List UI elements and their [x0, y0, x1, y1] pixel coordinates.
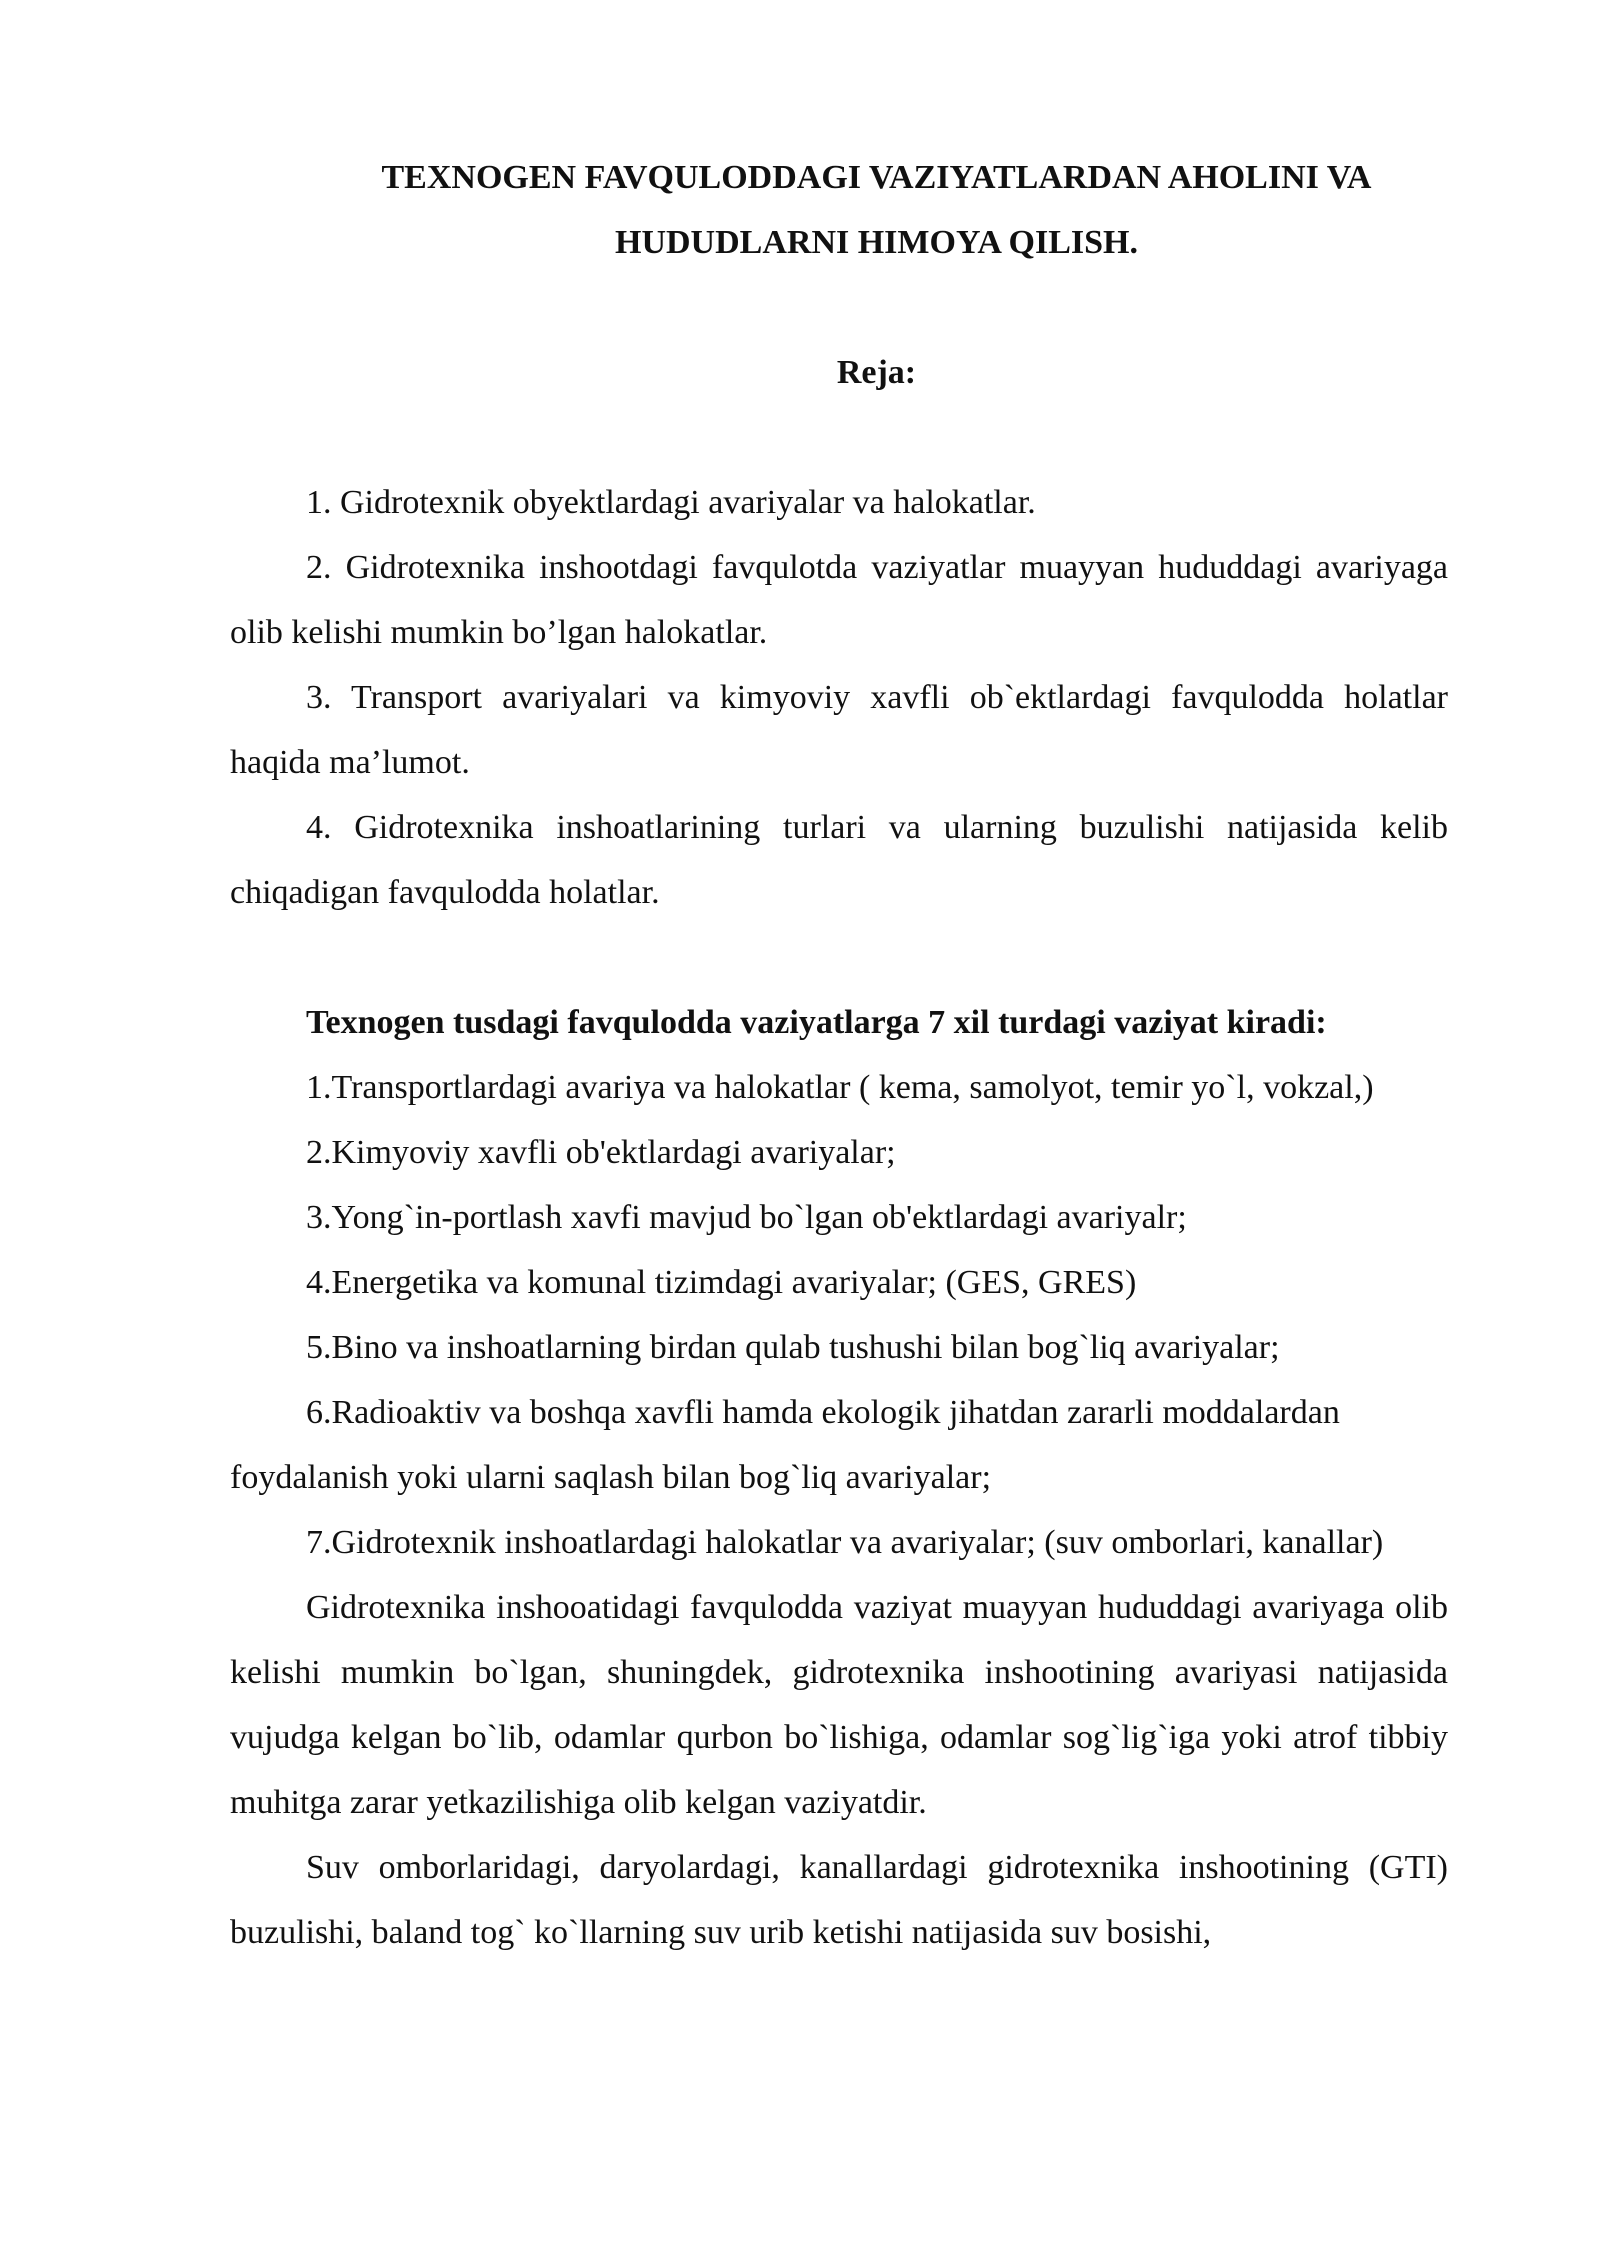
section-item-2: 2.Kimyoviy xavfli ob'ektlardagi avariyalar; [306, 1134, 896, 1171]
plan-item-1: 1. Gidrotexnik obyektlardagi avariyalar va halokatlar. [306, 484, 1036, 521]
title-line-1: TEXNOGEN FAVQULODDAGI VAZIYATLARDAN AHOLINI VA [381, 159, 1372, 196]
body-paragraph-1: Gidrotexnika inshooatidagi favqulodda vaziyat muayyan hududdagi avariyaga olib kelishi mumkin bo`lgan, shuningdek, gidrotexnika inshootining avariyasi natijasida vujudga kelgan bo`lib, odamlar qurbon bo`lishiga, odamlar sog`lig`iga yoki atrof tibbiy muhitga zarar yetkazilishiga olib kelgan vaziyatdir. [230, 1589, 1448, 1821]
section-item-1: 1.Transportlardagi avariya va halokatlar ( kema, samolyot, temir yo`l, vokzal,) [306, 1069, 1374, 1106]
plan-item-3: 3. Transport avariyalari va kimyoviy xavfli ob`ektlardagi favqulodda holatlar haqida ma’lumot. [230, 679, 1448, 781]
section-item-7: 7.Gidrotexnik inshoatlardagi halokatlar va avariyalar; (suv omborlari, kanallar) [306, 1524, 1384, 1561]
document-page [230, 145, 1448, 1965]
plan-item-4: 4. Gidrotexnika inshoatlarining turlari va ularning buzulishi natijasida kelib chiqadigan favqulodda holatlar. [230, 809, 1448, 911]
section-item-6: 6.Radioaktiv va boshqa xavfli hamda ekologik jihatdan zararli moddalardan foydalanish yoki ularni saqlash bilan bog`liq avariyalar; [230, 1394, 1340, 1496]
plan-item-2: 2. Gidrotexnika inshootdagi favqulotda vaziyatlar muayyan hududdagi avariyaga olib kelishi mumkin bo’lgan halokatlar. [230, 549, 1448, 651]
section-item-4: 4.Energetika va komunal tizimdagi avariyalar; (GES, GRES) [306, 1264, 1137, 1301]
document-title [230, 145, 1448, 275]
plan-heading: Reja: [836, 354, 917, 391]
title-line-2: HUDUDLARNI HIMOYA QILISH. [615, 224, 1138, 261]
body-paragraph-2: Suv omborlaridagi, daryolardagi, kanallardagi gidrotexnika inshootining (GTI) buzulishi, baland tog` ko`llarning suv urib ketishi natijasida suv bosishi, [230, 1849, 1448, 1951]
section-heading: Texnogen tusdagi favqulodda vaziyatlarga 7 xil turdagi vaziyat kiradi: [306, 1004, 1327, 1041]
section-item-3: 3.Yong`in-portlash xavfi mavjud bo`lgan ob'ektlardagi avariyalr; [306, 1199, 1187, 1236]
section-item-5: 5.Bino va inshoatlarning birdan qulab tushushi bilan bog`liq avariyalar; [306, 1329, 1280, 1366]
spacer [230, 925, 1448, 990]
